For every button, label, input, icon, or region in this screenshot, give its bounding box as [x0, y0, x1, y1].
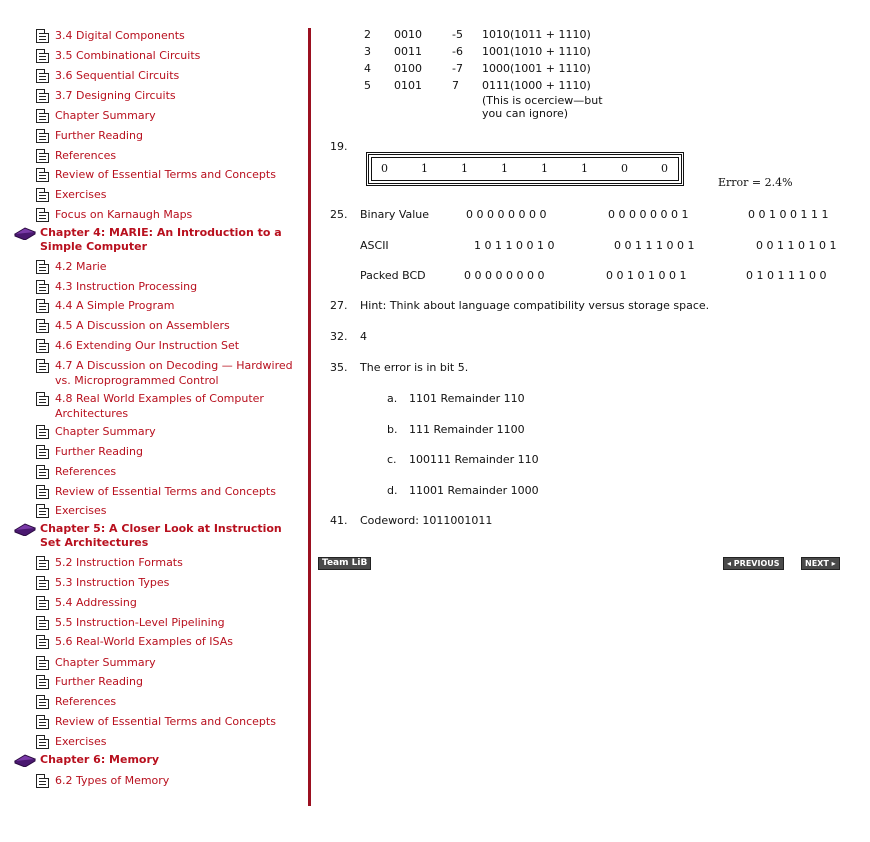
page-icon — [36, 656, 49, 670]
page-icon — [36, 576, 49, 590]
sidebar-item-label: 4.3 Instruction Processing — [55, 280, 198, 293]
page-icon — [36, 149, 49, 163]
page-icon — [36, 89, 49, 103]
sidebar-item-label: Chapter 5: A Closer Look at Instruction Set Architectures — [40, 522, 282, 549]
bit-cell: 1 — [501, 162, 508, 175]
sidebar-item-label: 3.5 Combinational Circuits — [55, 49, 201, 62]
sidebar-item-label: 3.6 Sequential Circuits — [55, 69, 180, 82]
sidebar-item-label: Review of Essential Terms and Concepts — [55, 715, 276, 728]
encoding-value: 0 0 1 0 1 0 0 1 — [606, 269, 687, 282]
bit-cell: 1 — [581, 162, 588, 175]
table-cell: 0100 — [394, 62, 422, 75]
table-cell: 0101 — [394, 79, 422, 92]
encoding-value: 0 1 0 1 1 1 0 0 — [746, 269, 827, 282]
page-icon — [36, 319, 49, 333]
bit-register — [366, 152, 684, 186]
encoding-value: 1 0 1 1 0 0 1 0 — [474, 239, 555, 252]
sidebar-item-label: 5.5 Instruction-Level Pipelining — [55, 616, 225, 629]
table-cell: 7 — [452, 79, 459, 92]
page-icon — [36, 465, 49, 479]
sidebar-item-label: Exercises — [55, 735, 107, 748]
bit-cell: 1 — [421, 162, 428, 175]
page-icon — [36, 504, 49, 518]
list-letter: a. — [387, 392, 398, 405]
sidebar-item-label: 4.7 A Discussion on Decoding — Hardwired vs. Microprogrammed Control — [55, 359, 293, 387]
question-number: 25. — [330, 208, 348, 221]
sidebar-divider — [308, 28, 311, 806]
table-cell: -6 — [452, 45, 463, 58]
page-icon — [36, 635, 49, 649]
sidebar-item-label: Exercises — [55, 188, 107, 201]
page-icon — [36, 556, 49, 570]
table-cell: 0010 — [394, 28, 422, 41]
question-number: 27. — [330, 299, 348, 312]
sidebar-item-label: Chapter Summary — [55, 425, 156, 438]
question-text: Codeword: 1011001011 — [360, 514, 493, 527]
sidebar-item-label: Chapter 6: Memory — [40, 753, 160, 766]
question-number: 35. — [330, 361, 348, 374]
list-item: 111 Remainder 1100 — [409, 422, 525, 436]
table-cell: 3 — [364, 45, 371, 58]
book-icon — [14, 522, 36, 536]
page-icon — [36, 29, 49, 43]
sidebar-item-label: 5.3 Instruction Types — [55, 576, 170, 589]
question-text: 4 — [360, 330, 367, 343]
table-cell: 1000(1001 + 1110) — [482, 62, 591, 75]
sidebar-item-label: Review of Essential Terms and Concepts — [55, 168, 276, 181]
sidebar-item-label: 5.6 Real-World Examples of ISAs — [55, 635, 233, 648]
page-icon — [36, 299, 49, 313]
encoding-value: 0 0 0 0 0 0 0 1 — [608, 208, 689, 221]
list-item: 100111 Remainder 110 — [409, 453, 539, 466]
book-icon — [14, 226, 36, 240]
page-icon — [36, 445, 49, 459]
list-letter: d. — [387, 483, 398, 497]
book-icon — [14, 753, 36, 767]
table-cell: 5 — [364, 79, 371, 92]
encoding-value: 0 0 0 0 0 0 0 0 — [464, 269, 545, 282]
encoding-value: 0 0 0 0 0 0 0 0 — [466, 208, 547, 221]
sidebar-item-label: References — [55, 465, 117, 478]
sidebar-item-label: Further Reading — [55, 129, 143, 142]
page-icon — [36, 69, 49, 83]
sidebar-toc — [0, 0, 308, 806]
table-note: you can ignore) — [482, 107, 569, 120]
table-cell: -7 — [452, 62, 463, 75]
encoding-value: 0 0 1 1 0 1 0 1 — [756, 239, 837, 252]
page-icon — [36, 129, 49, 143]
encoding-label: Packed BCD — [360, 269, 426, 282]
encoding-label: Binary Value — [360, 208, 430, 221]
bit-cell: 1 — [541, 162, 548, 175]
sidebar-item-label: 5.2 Instruction Formats — [55, 556, 183, 569]
page-icon — [36, 675, 49, 689]
page-icon — [36, 168, 49, 182]
page-icon — [36, 49, 49, 63]
sidebar-item-label: 6.2 Types of Memory — [55, 774, 170, 787]
page-icon — [36, 485, 49, 499]
sidebar-item-label: 3.7 Designing Circuits — [55, 89, 176, 102]
sidebar-item-label: 4.6 Extending Our Instruction Set — [55, 339, 240, 352]
page-icon — [36, 715, 49, 729]
sidebar-item-label: Review of Essential Terms and Concepts — [55, 485, 276, 498]
error-label: Error = 2.4% — [718, 176, 793, 189]
list-letter: c. — [387, 453, 397, 466]
sidebar-item-label: Chapter Summary — [55, 656, 156, 669]
bit-cell: 0 — [661, 162, 668, 175]
encoding-value: 0 0 1 0 0 1 1 1 — [748, 208, 829, 221]
question-text: Hint: Think about language compatibility versus storage space. — [360, 299, 710, 312]
bit-cell: 0 — [381, 162, 388, 175]
encoding-label: ASCII — [360, 239, 389, 252]
table-cell: 0111(1000 + 1110) — [482, 79, 591, 92]
encoding-value: 0 0 1 1 1 0 0 1 — [614, 239, 695, 252]
table-cell: 1010(1011 + 1110) — [482, 28, 591, 41]
sidebar-item-label: Further Reading — [55, 445, 143, 458]
next-button[interactable]: NEXT ▸ — [801, 557, 840, 570]
sidebar-item-label: 4.2 Marie — [55, 260, 107, 273]
sidebar-item-label: Further Reading — [55, 675, 143, 688]
table-cell: 2 — [364, 28, 371, 41]
page-icon — [36, 596, 49, 610]
page-icon — [36, 188, 49, 202]
page-icon — [36, 616, 49, 630]
previous-button[interactable]: ◂ PREVIOUS — [723, 557, 784, 570]
table-cell: 0011 — [394, 45, 422, 58]
sidebar-item-label: References — [55, 149, 117, 162]
question-number: 41. — [330, 514, 348, 527]
question-number: 19. — [330, 140, 348, 153]
page-icon — [36, 260, 49, 274]
page-icon — [36, 695, 49, 709]
question-text: The error is in bit 5. — [360, 361, 469, 374]
sidebar-item-label: 4.5 A Discussion on Assemblers — [55, 319, 230, 332]
page-icon — [36, 339, 49, 353]
page-icon — [36, 735, 49, 749]
sidebar-item-label: References — [55, 695, 117, 708]
sidebar-item-label: Focus on Karnaugh Maps — [55, 208, 193, 221]
table-cell: -5 — [452, 28, 463, 41]
bit-cell: 1 — [461, 162, 468, 175]
page-icon — [36, 774, 49, 788]
table-note: (This is ocerciew—but — [482, 94, 603, 107]
page-icon — [36, 208, 49, 222]
bit-cell: 0 — [621, 162, 628, 175]
page-icon — [36, 425, 49, 439]
page-icon — [36, 359, 49, 373]
sidebar-item-label: Chapter 4: MARIE: An Introduction to a Simple Computer — [40, 226, 282, 253]
list-item: 11001 Remainder 1000 — [409, 483, 539, 497]
sidebar-item-label: 4.4 A Simple Program — [55, 299, 175, 312]
sidebar-item-label: Chapter Summary — [55, 109, 156, 122]
page-icon — [36, 280, 49, 294]
sidebar-item-label: 5.4 Addressing — [55, 596, 137, 609]
question-number: 32. — [330, 330, 348, 343]
sidebar-item-label: 4.8 Real World Examples of Computer Architectures — [55, 392, 264, 420]
team-lib-button[interactable]: Team LiB — [318, 557, 371, 570]
list-item: 1101 Remainder 110 — [409, 392, 525, 405]
table-cell: 4 — [364, 62, 371, 75]
sidebar-item-label: 3.4 Digital Components — [55, 29, 185, 42]
page-icon — [36, 392, 49, 406]
table-cell: 1001(1010 + 1110) — [482, 45, 591, 58]
page-icon — [36, 109, 49, 123]
sidebar-item-label: Exercises — [55, 504, 107, 517]
list-letter: b. — [387, 422, 398, 436]
